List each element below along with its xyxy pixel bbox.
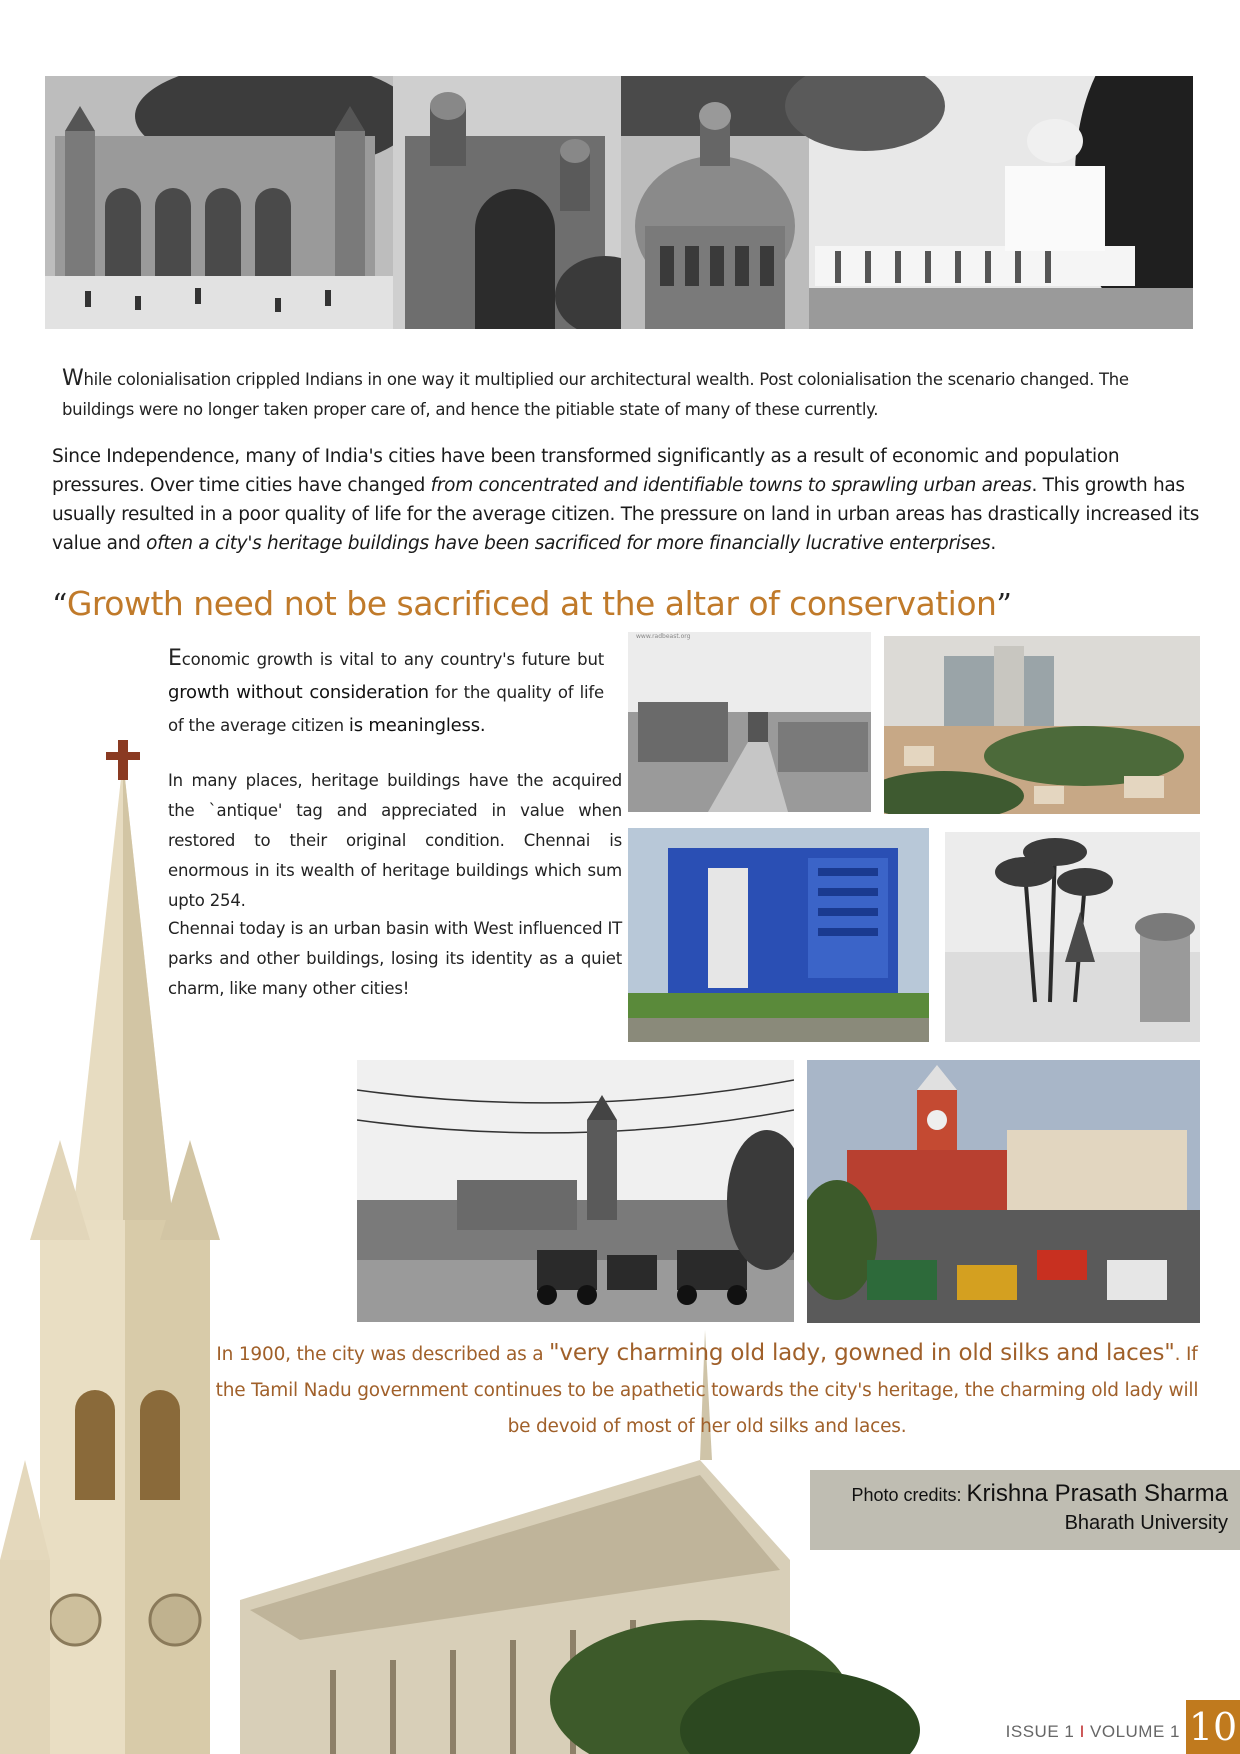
- independence-paragraph: [52, 442, 1202, 558]
- old-temple-beach-photo: [945, 832, 1200, 1042]
- footer-separator: I: [1074, 1722, 1091, 1741]
- intro-paragraph: [62, 364, 1202, 425]
- it-park-building-photo: [628, 828, 929, 1042]
- closing-paragraph: [212, 1335, 1202, 1445]
- economic-emphasis-2: is meaningless.: [348, 715, 486, 736]
- intro-drop-cap: W: [62, 366, 84, 391]
- pull-quote: [52, 584, 1202, 623]
- intro-text: hile colonialisation crippled Indians in one way it multiplied our architectural wealth. Post colonialisation the scenario changed. The buildings were no longer taken proper care of, and hence the pitiable state of many of these currently.: [62, 370, 1129, 419]
- photo-watermark: www.radbeast.org: [636, 633, 691, 640]
- economic-emphasis-1: growth without consideration: [168, 682, 429, 703]
- closing-text-2: . If the Tamil Nadu government continues to be apathetic towards the city's heritage, the charming old lady will be devoid of most of her old silks and laces.: [215, 1344, 1199, 1437]
- economic-growth-paragraph: [168, 642, 604, 742]
- economic-drop-cap: E: [168, 646, 182, 671]
- credits-name: Krishna Prasath Sharma: [966, 1480, 1228, 1507]
- close-quote-mark: ”: [996, 588, 1012, 623]
- footer-issue: ISSUE 1: [1005, 1722, 1075, 1741]
- closing-quote: "very charming old lady, gowned in old silks and laces": [549, 1340, 1175, 1366]
- pull-quote-text: Growth need not be sacrificed at the altar of conservation: [66, 584, 997, 623]
- chennai-today-paragraph: Chennai today is an urban basin with West influenced IT parks and other buildings, losing its identity as a quiet charm, like many other cities!: [168, 919, 622, 998]
- para2-emphasis-1: from concentrated and identifiable towns to sprawling urban areas: [430, 475, 1032, 496]
- heritage-value-paragraph: In many places, heritage buildings have the acquired the `antique' tag and appreciated in value when restored to their original condition. Chennai is enormous in its wealth of heritage buildings which sum upto 254.: [168, 771, 622, 910]
- modern-city-skyline-photo: [884, 636, 1200, 814]
- photo-credits-box: [810, 1470, 1240, 1550]
- issue-volume-footer: [1006, 1722, 1180, 1742]
- para2-text-2: . This growth has usually resulted in a poor quality of life for the average citizen. The pressure on land in urban areas has drastically increased its value and: [52, 475, 1200, 554]
- credits-label: Photo credits:: [851, 1485, 967, 1505]
- para2-emphasis-2: often a city's heritage buildings have been sacrificed for more financially lucrative enterprises: [146, 533, 991, 554]
- central-station-modern-photo: [807, 1060, 1200, 1323]
- economic-text-2: for the quality of life of the average citizen: [168, 683, 604, 735]
- old-chennai-street-photo: [628, 632, 871, 812]
- para2-text-1: Since Independence, many of India's cities have been transformed significantly as a result of economic and population pressures. Over time cities have changed: [52, 446, 1120, 496]
- credits-institution: Bharath University: [1064, 1512, 1228, 1534]
- economic-text-1: conomic growth is vital to any country's future but: [181, 650, 604, 669]
- closing-text-1: In 1900, the city was described as a: [216, 1344, 550, 1365]
- central-station-vintage-photo: [357, 1060, 794, 1322]
- para2-text-3: .: [990, 533, 996, 554]
- page-number: 10: [1186, 1700, 1240, 1754]
- footer-volume: VOLUME 1: [1090, 1722, 1180, 1741]
- heritage-banner-photo: [45, 76, 1193, 329]
- open-quote-mark: “: [52, 588, 67, 623]
